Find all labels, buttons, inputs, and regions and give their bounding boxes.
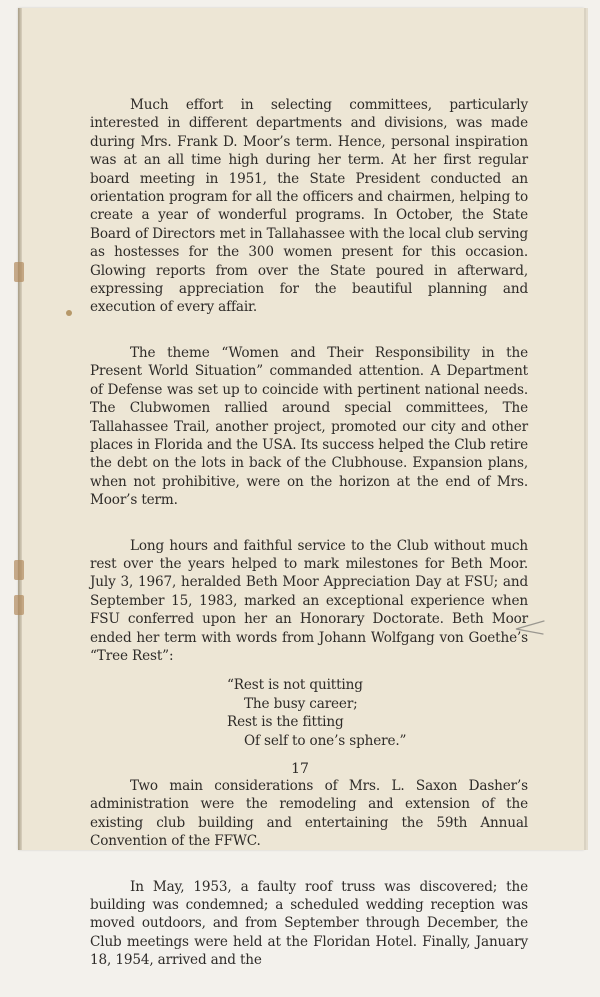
binding-staple-top xyxy=(14,262,24,282)
page-number: 17 xyxy=(291,761,309,777)
paragraph-theme: The theme “Women and Their Responsibility in the Present World Situation” commanded attention. A Department of Defense was set up to coincide with pertinent national needs. The Clubwomen rallied around special committees, The Tallahassee Trail, another project, promoted our city and other places in Florida and the USA. Its success helped the Club retire the debt on the lots in back of the Clubhouse. Expansion plans, when not prohibitive, were on the horizon at the end of Mrs. Moor’s term. xyxy=(90,344,528,509)
paragraph-dasher: Two main considerations of Mrs. L. Saxon Dasher’s administration were the remodeling and extension of the existing club building and entertaining the 59th Annual Convention of the FFWC. xyxy=(90,778,528,850)
binding-staple-bottom xyxy=(14,595,24,615)
paragraph-milestones: Long hours and faithful service to the Club without much rest over the years helped to mark milestones for Beth Moor. July 3, 1967, heralded Beth Moor Appreciation Day at FSU; and September 15, 1983, marked an exceptional experience when FSU conferred upon her an Honorary Doctorate. Beth Moor ended her term with words from Johann Wolfgang von Goethe’s “Tree Rest”: xyxy=(90,537,528,664)
binding-staple-middle xyxy=(14,560,24,580)
page-binding xyxy=(18,8,22,850)
paper-spot xyxy=(66,310,72,316)
poem-line: Of self to one’s sphere.” xyxy=(244,732,407,749)
poem-line: The busy career; xyxy=(244,695,358,712)
poem-line: Rest is the fitting xyxy=(227,714,344,731)
poem-tree-rest xyxy=(227,676,528,750)
pencil-arrow-mark xyxy=(510,617,546,637)
paragraph-roof-truss: In May, 1953, a faulty roof truss was discovered; the building was condemned; a scheduled wedding reception was moved outdoors, and from September through December, the Club meetings were held at the Floridan Hotel. Finally, January 18, 1954, arrived and the xyxy=(90,878,528,969)
paragraph-moor-term: Much effort in selecting committees, particularly interested in different departments and divisions, was made during Mrs. Frank D. Moor’s term. Hence, personal inspiration was at an all time high during her term. At her first regular board meeting in 1951, the State President conducted an orientation program for all the officers and chairmen, helping to create a year of wonderful programs. In October, the State Board of Directors met in Tallahassee with the local club serving as hostesses for the 300 women present for this occasion. Glowing reports from over the State poured in afterward, expressing appreciation for the beautiful planning and execution of every affair. xyxy=(90,97,528,316)
poem-line: “Rest is not quitting xyxy=(227,677,363,694)
body-text xyxy=(90,96,528,997)
